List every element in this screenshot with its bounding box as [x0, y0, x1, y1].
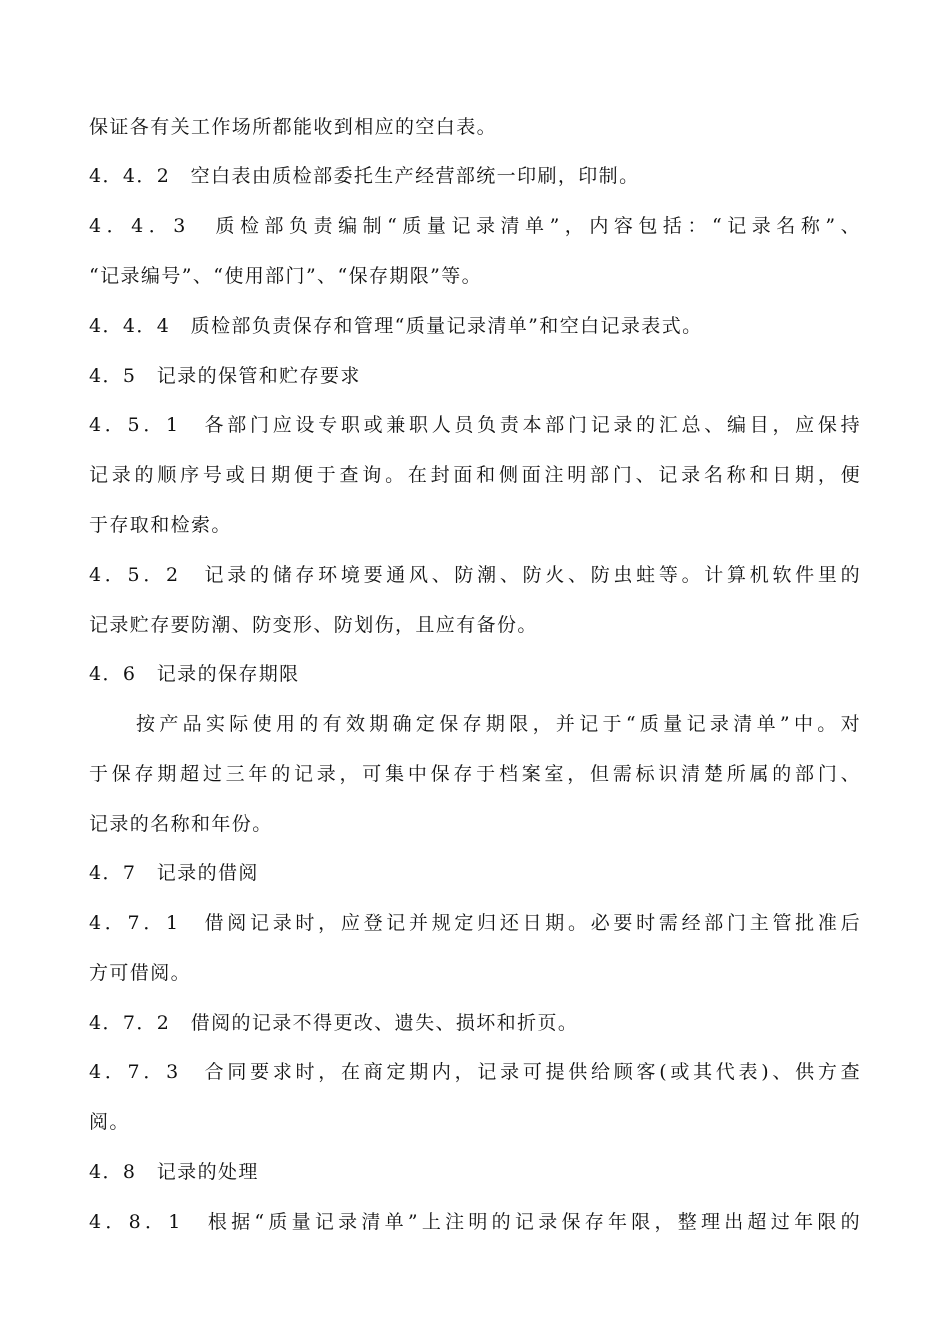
clause-4-7-2: 4．7．2 借阅的记录不得更改、遗失、损坏和折页。 [89, 1012, 579, 1034]
clause-4-5-2: 4．5．2 记录的储存环境要通风、防潮、防火、防虫蛀等。计算机软件里的 [89, 564, 861, 586]
paragraph-line: 于存取和检索。 [89, 514, 232, 536]
section-heading-4-7: 4．7 记录的借阅 [89, 862, 259, 884]
paragraph-line: 按产品实际使用的有效期确定保存期限，并记于“质量记录清单”中。对 [136, 713, 861, 735]
paragraph-line: 保证各有关工作场所都能收到相应的空白表。 [89, 116, 498, 138]
paragraph-line: 记录贮存要防潮、防变形、防划伤，且应有备份。 [89, 614, 538, 636]
paragraph-line: 记录的名称和年份。 [89, 813, 273, 835]
section-heading-4-5: 4．5 记录的保管和贮存要求 [89, 365, 361, 387]
clause-4-7-1: 4．7．1 借阅记录时，应登记并规定归还日期。必要时需经部门主管批准后 [89, 912, 861, 934]
paragraph-line: 于保存期超过三年的记录，可集中保存于档案室，但需标识清楚所属的部门、 [89, 763, 861, 785]
section-heading-4-8: 4．8 记录的处理 [89, 1161, 259, 1183]
clause-4-4-4: 4．4．4 质检部负责保存和管理“质量记录清单”和空白记录表式。 [89, 315, 703, 337]
clause-4-5-1: 4．5．1 各部门应设专职或兼职人员负责本部门记录的汇总、编目，应保持 [89, 414, 861, 436]
clause-4-7-3: 4．7．3 合同要求时，在商定期内，记录可提供给顾客(或其代表)、供方查 [89, 1061, 861, 1083]
paragraph-line: 记录的顺序号或日期便于查询。在封面和侧面注明部门、记录名称和日期，便 [89, 464, 861, 486]
clause-4-4-2: 4．4．2 空白表由质检部委托生产经营部统一印刷，印制。 [89, 165, 640, 187]
paragraph-line: 方可借阅。 [89, 962, 192, 984]
paragraph-line: 阅。 [89, 1111, 130, 1133]
clause-4-8-1: 4．8．1 根据“质量记录清单”上注明的记录保存年限，整理出超过年限的 [89, 1211, 861, 1233]
paragraph-line: “记录编号”、“使用部门”、“保存期限”等。 [89, 265, 483, 287]
section-heading-4-6: 4．6 记录的保存期限 [89, 663, 300, 685]
clause-4-4-3: 4．4．3 质检部负责编制“质量记录清单”，内容包括：“记录名称”、 [89, 215, 861, 237]
